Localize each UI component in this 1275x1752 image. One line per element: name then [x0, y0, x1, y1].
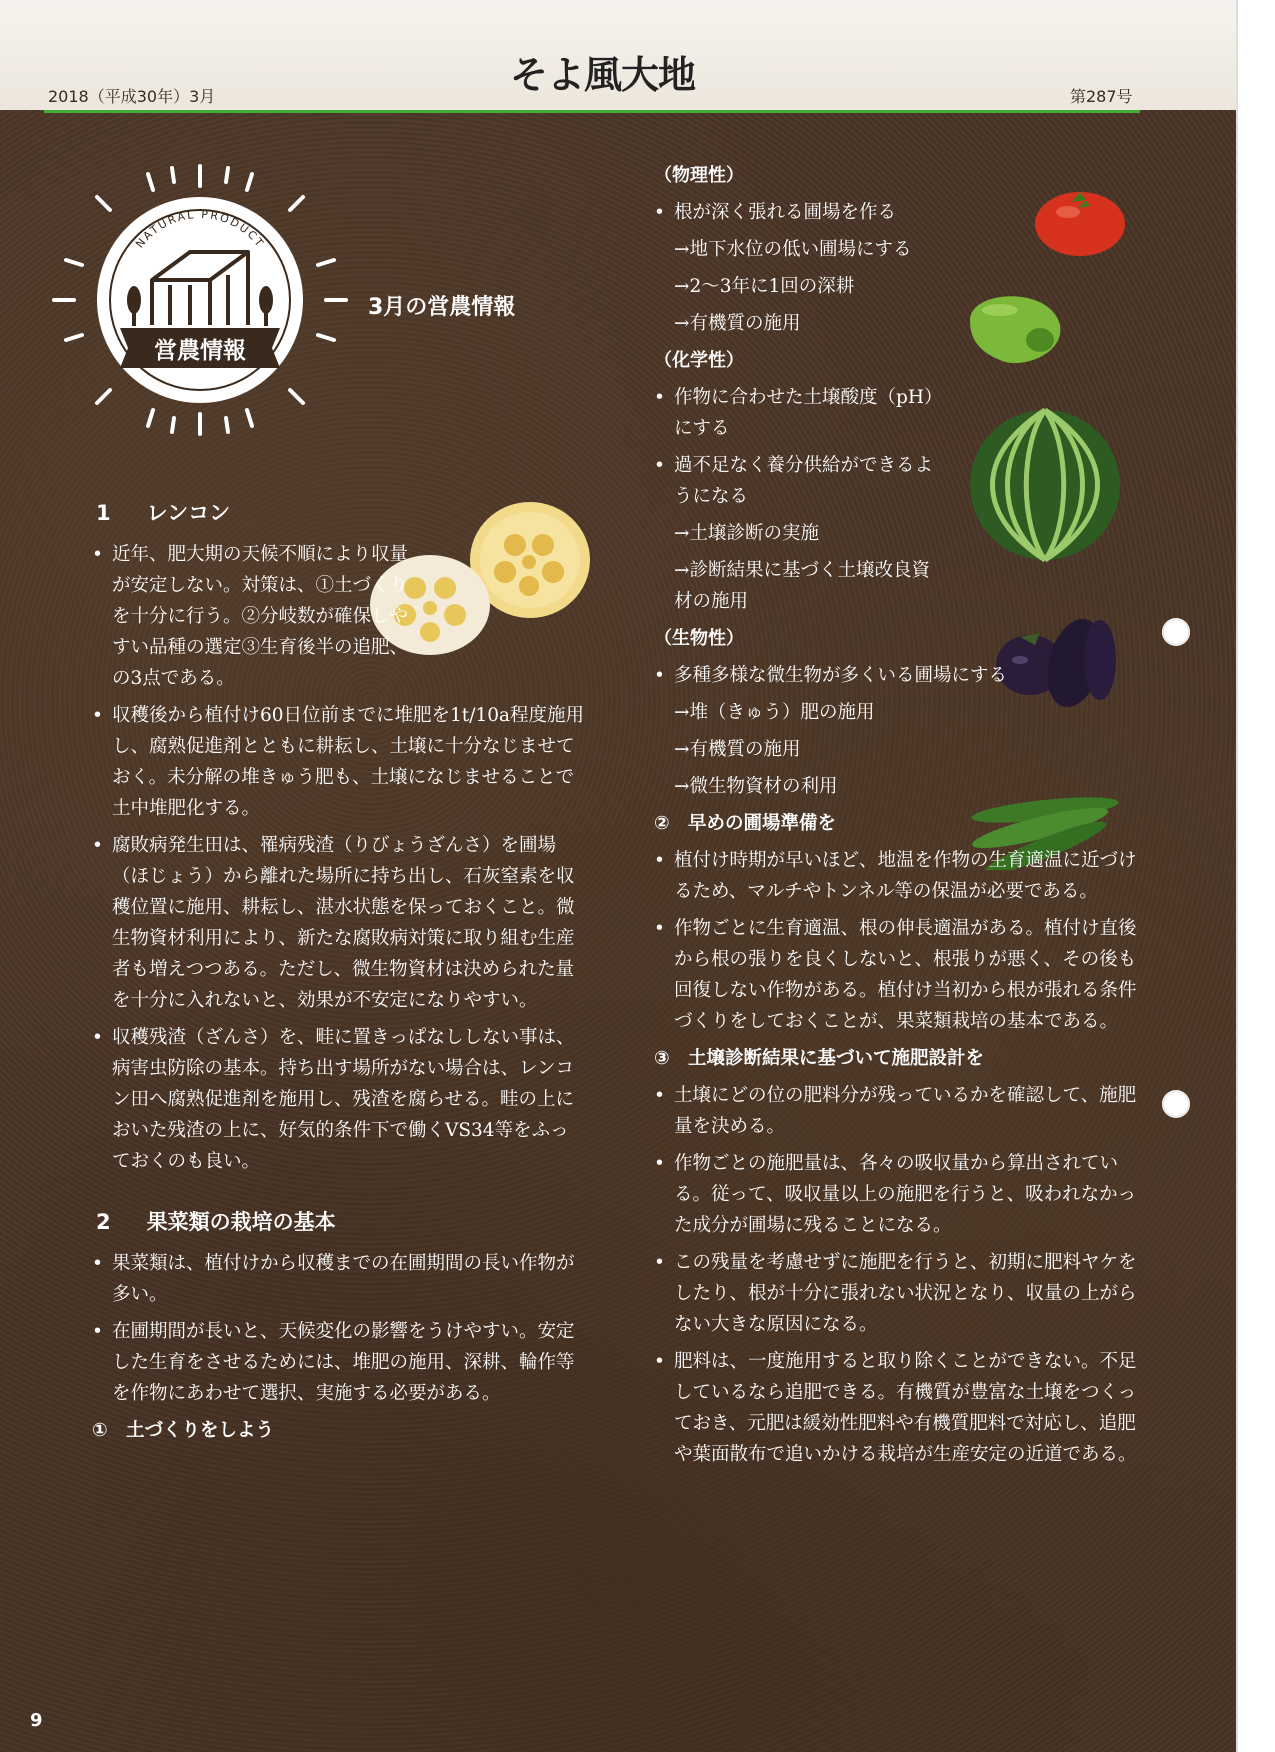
sub3-bullet: • 土壌にどの位の肥料分が残っているかを確認して、施肥量を決める。 [648, 1080, 1148, 1142]
biological-heading: （生物性） [654, 628, 744, 649]
sec1-bullet: • 収穫後から植付け60日位前までに堆肥を1t/10a程度施用し、腐熟促進剤とともに耕耘し、土壌に十分なじませておく。未分解の堆きゅう肥も、土壌になじませることで土中堆肥化する。 [86, 700, 586, 824]
farming-info-badge [50, 160, 350, 450]
section-title: 3月の営農情報 [368, 295, 516, 320]
sec2-bullet: • 在圃期間が長いと、天候変化の影響をうけやすい。安定した生育をさせるためには、堆肥の施用、深耕、輪作等を作物にあわせて選択、実施する必要がある。 [86, 1316, 586, 1409]
chemical-item: →土壌診断の実施 [674, 523, 820, 544]
badge-arc-text: NATURAL PRODUCT [133, 207, 267, 251]
biological-item: →微生物資材の利用 [674, 776, 838, 797]
punch-hole [1162, 1090, 1190, 1118]
right-column [648, 156, 1148, 1476]
magazine-logo: そよ風大地 [510, 52, 696, 97]
biological-item: →有機質の施用 [674, 739, 801, 760]
sec2-sub1-heading: ① 土づくりをしよう [92, 1420, 275, 1441]
physical-item: →有機質の施用 [674, 313, 801, 334]
badge-label: 営農情報 [154, 338, 246, 364]
chemical-item: →診断結果に基づく土壌改良資材の施用 [674, 560, 931, 612]
sub2-heading: ② 早めの圃場準備を [654, 813, 837, 834]
biological-item: →堆（きゅう）肥の施用 [674, 702, 875, 723]
page-number: 9 [30, 1710, 43, 1731]
physical-item: →2～3年に1回の深耕 [674, 276, 855, 297]
sub3-bullet: • この残量を考慮せずに施肥を行うと、初期に肥料ヤケをしたり、根が十分に張れない状況となり、収量の上がらない大きな原因になる。 [648, 1247, 1148, 1340]
badge-graphic [50, 160, 350, 450]
sec2-heading: 2 果菜類の栽培の基本 [86, 1207, 352, 1240]
chemical-bullet: • 過不足なく養分供給ができるようになる [648, 450, 944, 512]
sec1-bullet: • 近年、肥大期の天候不順により収量が安定しない。対策は、①土づくりを十分に行う。②分岐数が確保しやすい品種の選定③生育後半の追肥、の3点である。 [86, 539, 422, 694]
sec1-bullet: • 収穫残渣（ざんさ）を、畦に置きっぱなししない事は、病害虫防除の基本。持ち出す場所がない場合は、レンコン田へ腐熟促進剤を施用し、残渣を腐らせる。畦の上においた残渣の上に、好気的条件下で働くVS34等をふっておくのも良い。 [86, 1022, 586, 1177]
physical-bullet: • 根が深く張れる圃場を作る [648, 197, 944, 228]
sub3-heading: ③ 土壌診断結果に基づいて施肥設計を [654, 1048, 985, 1069]
chemical-heading: （化学性） [654, 350, 744, 371]
punch-hole [1162, 618, 1190, 646]
sec1-heading: 1 レンコン [86, 498, 246, 531]
issue-date: 2018（平成30年）3月 [48, 87, 216, 106]
left-column [86, 498, 586, 1452]
chemical-bullet: • 作物に合わせた土壌酸度（pH）にする [648, 382, 944, 444]
physical-heading: （物理性） [654, 165, 744, 186]
sub2-bullet: • 植付け時期が早いほど、地温を作物の生育適温に近づけるため、マルチやトンネル等の保温が必要である。 [648, 845, 1148, 907]
sub3-bullet: • 作物ごとの施肥量は、各々の吸収量から算出されている。従って、吸収量以上の施肥を行うと、吸われなかった成分が圃場に残ることになる。 [648, 1148, 1148, 1241]
sub3-bullet: • 肥料は、一度施用すると取り除くことができない。不足しているなら追肥できる。有機質が豊富な土壌をつくっておき、元肥は緩効性肥料や有機質肥料で対応し、追肥や葉面散布で追いかける栽培が生産安定の近道である。 [648, 1346, 1148, 1470]
issue-number: 第287号 [1070, 87, 1133, 106]
sec1-bullet: • 腐敗病発生田は、罹病残渣（りびょうざんさ）を圃場（ほじょう）から離れた場所に持ち出し、石灰窒素を収穫位置に施用、耕耘し、湛水状態を保っておくこと。微生物資材利用により、新たな腐敗病対策に取り組む生産者も増えつつある。ただし、微生物資材は決められた量を十分に入れないと、効果が不安定になりやすい。 [86, 830, 586, 1016]
header-rule [44, 110, 1140, 113]
physical-item: →地下水位の低い圃場にする [674, 239, 912, 260]
sub2-bullet: • 作物ごとに生育適温、根の伸長適温がある。植付け直後から根の張りを良くしないと、根張りが悪く、その後も回復しない作物がある。植付け当初から根が張れる条件づくりをしておくことが、果菜類栽培の基本である。 [648, 913, 1148, 1037]
sec2-bullet: • 果菜類は、植付けから収穫までの在圃期間の長い作物が多い。 [86, 1248, 586, 1310]
biological-bullet: • 多種多様な微生物が多くいる圃場にする [648, 660, 1148, 691]
page-margin [1236, 0, 1275, 1752]
